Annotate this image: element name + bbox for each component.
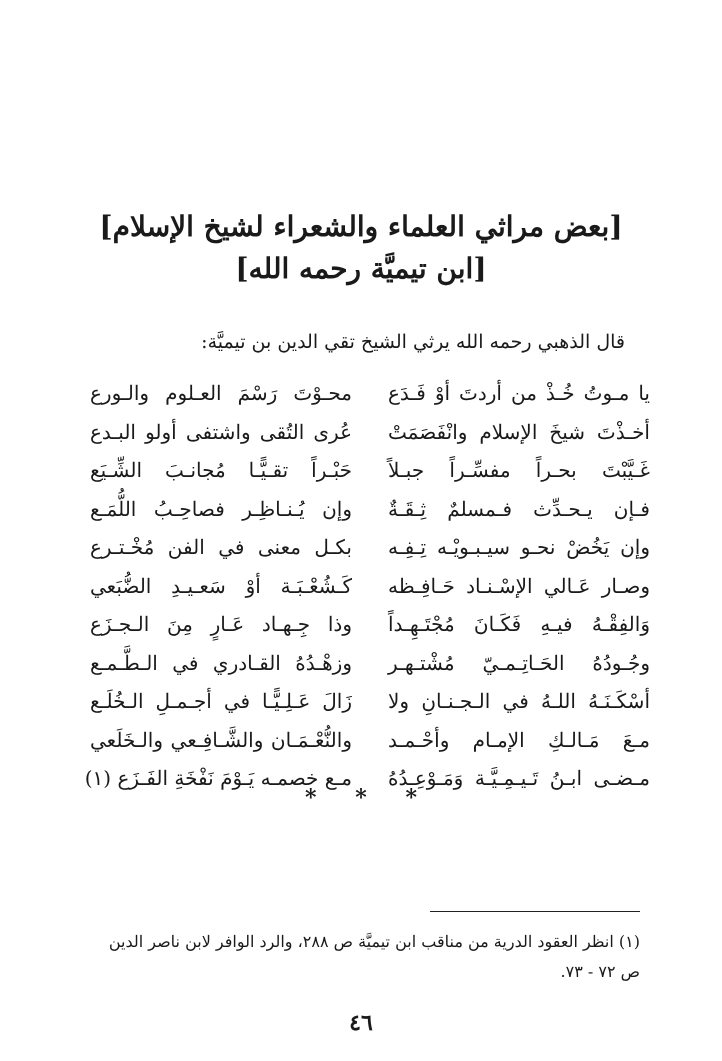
- verse-second-hemistich: حَبْـراً تقـيًّـا مُجانـبَ الشِّـيَع: [90, 458, 352, 483]
- verse-second-hemistich: محـوْتَ رَسْمَ العـلوم والـورع: [90, 381, 352, 406]
- poem-introduction: قال الذهبي رحمه الله يرثي الشيخ تقي الدين بن تيميَّة:: [201, 331, 625, 353]
- footnote-line: (١) انظر العقود الدرية من مناقب ابن تيميَّة ص ٢٨٨، والرد الوافر لابن ناصر الدين: [108, 932, 640, 951]
- poem-verse: [90, 451, 650, 490]
- page-number: ٤٦: [349, 1010, 373, 1036]
- verse-first-hemistich: فـإن يـحـدِّث فـمسلمٌ ثِـقَـةٌ: [388, 496, 650, 521]
- chapter-title-line1: [بعض مراثي العلماء والشعراء لشيخ الإسلام]: [99, 210, 623, 243]
- verse-second-hemistich: زَالَ عَـلِـيًّـا في أجـمـلِ الـخُلَـع: [90, 689, 352, 714]
- chapter-title-line2: [ابن تيميَّة رحمه الله]: [235, 252, 487, 285]
- poem-verse: [90, 567, 650, 606]
- verse-second-hemistich: وذا جِـهـاد عَـارٍ مِنَ الـجـزَع: [90, 612, 352, 637]
- verse-first-hemistich: وَالفِقْـهُ فيـهِ فَكَـانَ مُجْتَـهِـداً: [388, 612, 650, 637]
- section-separator: [305, 785, 417, 811]
- separator-asterisk: *: [355, 785, 367, 811]
- footnote-divider: [430, 911, 640, 912]
- poem-verse: [90, 374, 650, 413]
- poem-verse: [90, 605, 650, 644]
- separator-asterisk: *: [305, 785, 317, 811]
- poem-verse: [90, 644, 650, 683]
- separator-asterisk: *: [405, 785, 417, 811]
- verse-second-hemistich: بكـل معنى في الفن مُخْـتـرع: [90, 535, 352, 560]
- verse-second-hemistich: مـع خصمـه يَـوْمَ نَفْخَةِ الفَـزَع (١): [84, 766, 352, 791]
- poem-verse: [90, 528, 650, 567]
- verse-first-hemistich: يا مـوتُ خُـذْ من أردتَ أوْ فَـدَع: [388, 381, 650, 406]
- verse-second-hemistich: عُرى التُقى واشتفى أولو البـدع: [90, 419, 352, 444]
- verse-first-hemistich: أسْكَـنَـهُ اللـهُ في الـجـنـانِ ولا: [388, 689, 650, 714]
- verse-second-hemistich: وزهْـدُهُ القـادري في الـطَّـمـع: [90, 650, 352, 675]
- poem-verse: [90, 413, 650, 452]
- poem-verse: [90, 721, 650, 760]
- poem-verse: [90, 490, 650, 529]
- verse-first-hemistich: مـضـى ابـنُ تَـيـمِـيَّـة وَمَـوْعِـدُهُ: [388, 766, 650, 791]
- verse-first-hemistich: وإن يَخُضْ نحـو سيـبـويْـه تِـفِـه: [388, 535, 650, 560]
- verse-first-hemistich: وصـار عَـالي الإسْـنـاد حَـافِـظه: [388, 573, 650, 598]
- verse-second-hemistich: كَـشُعْـبَـة أوْ سَعـيـدِ الضُّبَعي: [90, 573, 352, 598]
- verse-second-hemistich: والنُّعْـمَـان والشَّـافِـعي والـخَلَعي: [90, 727, 352, 752]
- verse-second-hemistich: وإن يُـنـاظِـر فصاحِـبُ اللُّمَـع: [90, 496, 352, 521]
- poem-verse: [90, 682, 650, 721]
- verse-first-hemistich: أخـذْتَ شيخَ الإسلام وانْفَصَمَتْ: [388, 419, 650, 444]
- verse-first-hemistich: غَـيَّبْتَ بحـراً مفسِّـراً جبـلاً: [388, 458, 650, 483]
- poem: [84, 374, 650, 798]
- verse-first-hemistich: وجُـودُهُ الحَـاتِـمـيّ مُشْتـهـر: [388, 650, 650, 675]
- verse-first-hemistich: مـعَ مَـالـكِ الإمـام وأحْـمـد: [388, 727, 650, 752]
- footnote-line: ص ٧٢ - ٧٣.: [560, 962, 640, 981]
